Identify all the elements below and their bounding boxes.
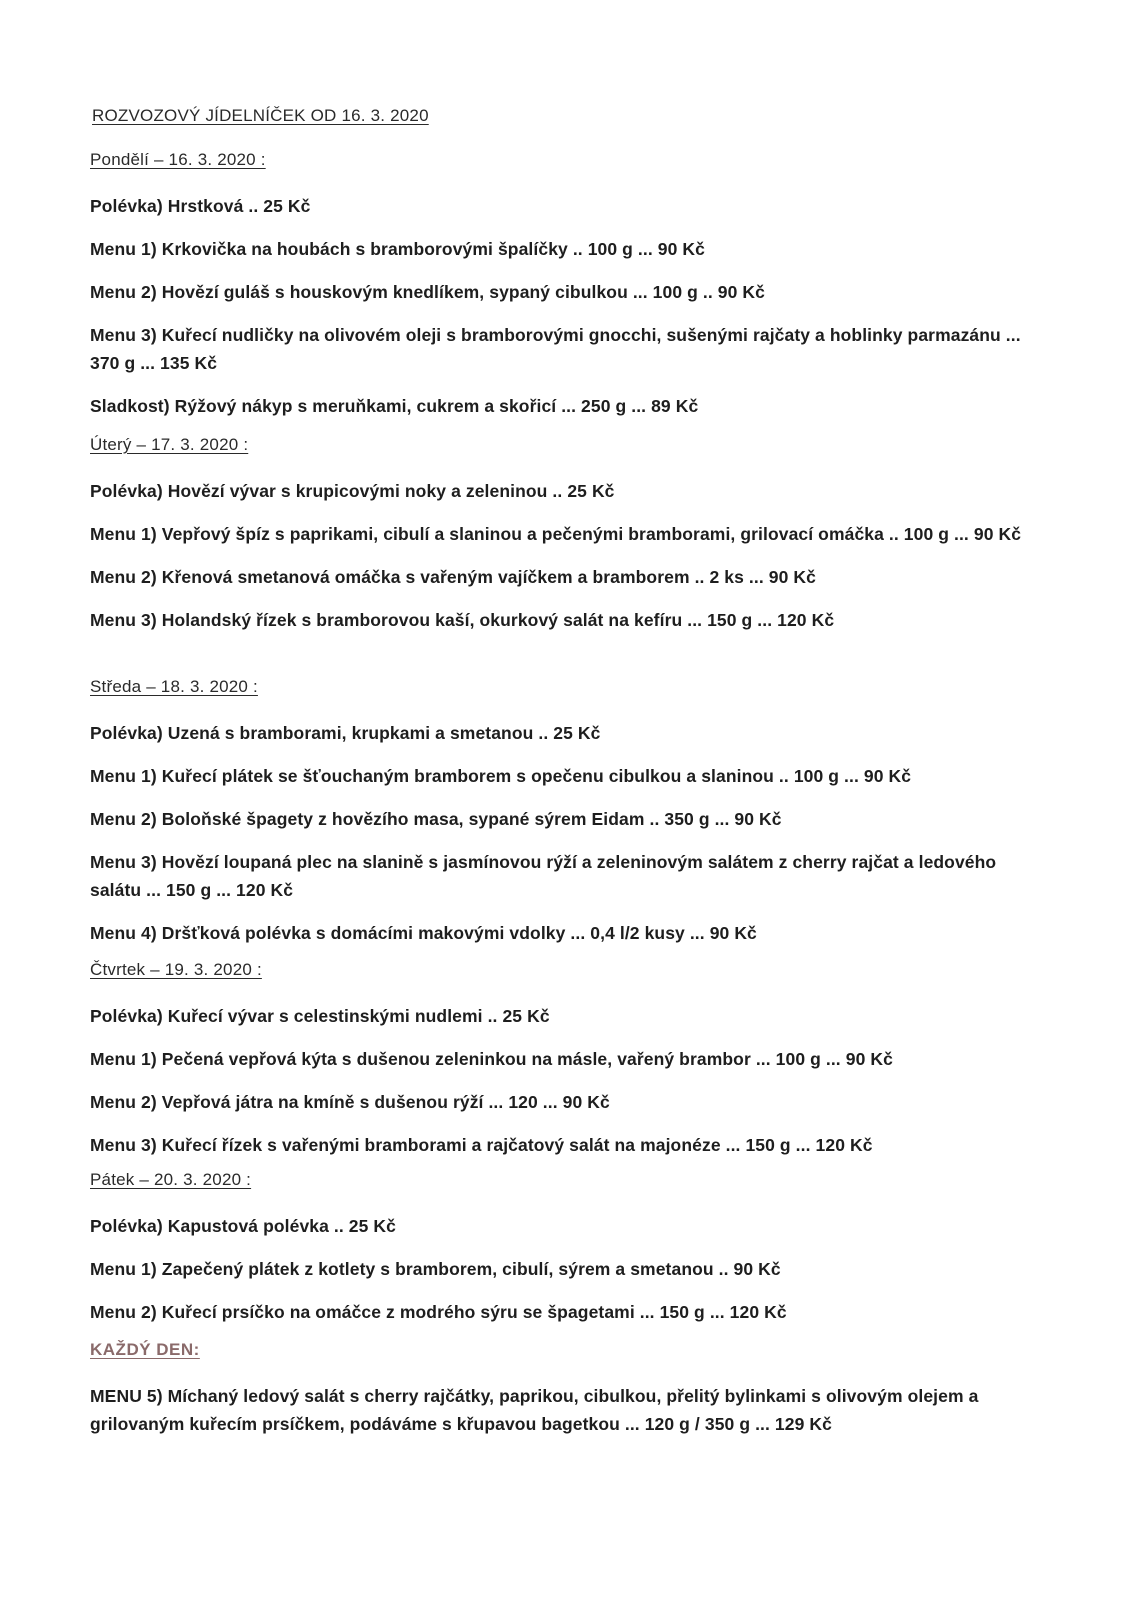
menu-items — [90, 1212, 1050, 1326]
menu-item-1: Menu 1) Zapečený plátek z kotlety s bramborem, cibulí, sýrem a smetanou .. 90 Kč — [90, 1259, 781, 1279]
menu-item-2: Menu 2) Vepřová játra na kmíně s dušenou rýží ... 120 ... 90 Kč — [90, 1092, 610, 1112]
menu-items — [90, 1002, 1050, 1159]
menu-item-1: Menu 1) Krkovička na houbách s bramborovými špalíčky .. 100 g ... 90 Kč — [90, 239, 705, 259]
menu-item-soup: Polévka) Uzená s bramborami, krupkami a smetanou .. 25 Kč — [90, 723, 601, 743]
menu-item-3: Menu 3) Kuřecí řízek s vařenými bramborami a rajčatový salát na majonéze ... 150 g ... 120 Kč — [90, 1135, 873, 1155]
menu-item-3: Menu 3) Kuřecí nudličky na olivovém oleji s bramborovými gnocchi, sušenými rajčaty a hoblinky parmazánu ... 370 g ... 135 Kč — [90, 325, 1021, 373]
day-header: Pondělí – 16. 3. 2020 : — [90, 150, 266, 169]
day-friday — [90, 1170, 1050, 1326]
menu-document — [90, 0, 1050, 1600]
menu-items — [90, 477, 1050, 634]
day-header: Středa – 18. 3. 2020 : — [90, 677, 258, 696]
document-title: ROZVOZOVÝ JÍDELNÍČEK OD 16. 3. 2020 — [92, 106, 429, 125]
menu-item-3: Menu 3) Hovězí loupaná plec na slanině s jasmínovou rýží a zeleninovým salátem z cherry rajčat a ledového salátu ... 150 g ... 120 Kč — [90, 852, 997, 900]
menu-item-soup: Polévka) Hrstková .. 25 Kč — [90, 196, 311, 216]
menu-item-2: Menu 2) Hovězí guláš s houskovým knedlíkem, sypaný cibulkou ... 100 g .. 90 Kč — [90, 282, 765, 302]
menu-item-1: Menu 1) Vepřový špíz s paprikami, cibulí a slaninou a pečenými bramborami, grilovací omáčka .. 100 g ... 90 Kč — [90, 524, 1022, 544]
menu-item-2: Menu 2) Boloňské špagety z hovězího masa, sypané sýrem Eidam .. 350 g ... 90 Kč — [90, 809, 782, 829]
menu-item-2: Menu 2) Křenová smetanová omáčka s vařeným vajíčkem a bramborem .. 2 ks ... 90 Kč — [90, 567, 816, 587]
menu-items — [90, 719, 1050, 947]
menu-items — [90, 1382, 1050, 1438]
day-header: Úterý – 17. 3. 2020 : — [90, 435, 249, 454]
menu-item-dessert: Sladkost) Rýžový nákyp s meruňkami, cukrem a skořicí ... 250 g ... 89 Kč — [90, 396, 699, 416]
menu-item-soup: Polévka) Hovězí vývar s krupicovými noky a zeleninou .. 25 Kč — [90, 481, 615, 501]
menu-item-4: Menu 4) Dršťková polévka s domácími makovými vdolky ... 0,4 l/2 kusy ... 90 Kč — [90, 923, 757, 943]
day-tuesday — [90, 435, 1050, 634]
menu-item-1: Menu 1) Pečená vepřová kýta s dušenou zeleninkou na másle, vařený brambor ... 100 g ... 90 Kč — [90, 1049, 893, 1069]
menu-item-1: Menu 1) Kuřecí plátek se šťouchaným bramborem s opečenu cibulkou a slaninou .. 100 g ... 90 Kč — [90, 766, 912, 786]
every-day-header: KAŽDÝ DEN: — [90, 1340, 200, 1359]
day-header: Pátek – 20. 3. 2020 : — [90, 1170, 252, 1189]
menu-item-5: MENU 5) Míchaný ledový salát s cherry rajčátky, paprikou, cibulkou, přelitý bylinkami s olivovým olejem a grilovaným kuřecím prsíčkem, podáváme s křupavou bagetkou ... 120 g / 350 g ... 129 Kč — [90, 1386, 979, 1434]
day-header: Čtvrtek – 19. 3. 2020 : — [90, 960, 262, 979]
menu-item-2: Menu 2) Kuřecí prsíčko na omáčce z modrého sýru se špagetami ... 150 g ... 120 Kč — [90, 1302, 787, 1322]
day-thursday — [90, 960, 1050, 1159]
day-wednesday — [90, 677, 1050, 947]
every-day-section — [90, 1340, 1050, 1438]
menu-item-soup: Polévka) Kapustová polévka .. 25 Kč — [90, 1216, 396, 1236]
day-monday — [90, 150, 1050, 420]
menu-item-3: Menu 3) Holandský řízek s bramborovou kaší, okurkový salát na kefíru ... 150 g ... 120 Kč — [90, 610, 835, 630]
menu-items — [90, 192, 1050, 420]
menu-item-soup: Polévka) Kuřecí vývar s celestinskými nudlemi .. 25 Kč — [90, 1006, 550, 1026]
